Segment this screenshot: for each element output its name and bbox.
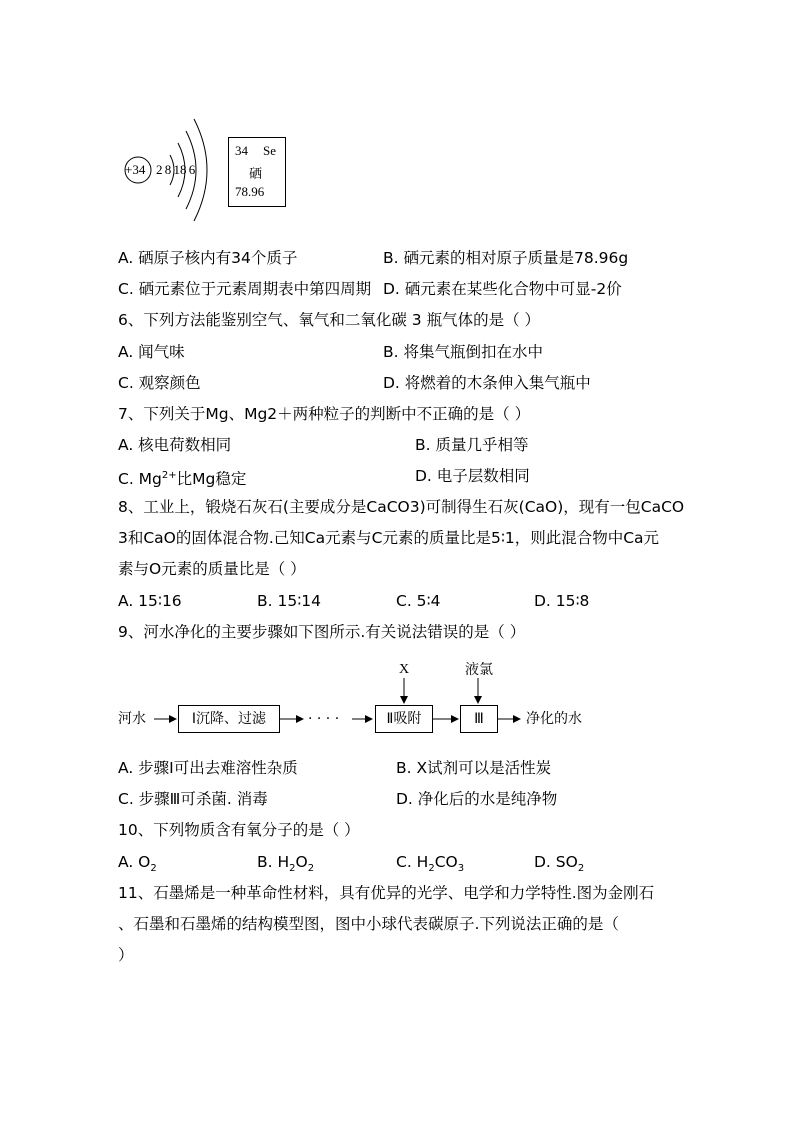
flow-output-label: 净化的水 bbox=[526, 711, 582, 727]
q7-option-c-suffix: 比Mg稳定 bbox=[176, 470, 247, 489]
flow-step1-box: Ⅰ沉降、过滤 bbox=[178, 705, 280, 733]
q6-option-c: C. 观察颜色 bbox=[118, 374, 201, 392]
q9-option-a: A. 步骤Ⅰ可出去难溶性杂质 bbox=[118, 759, 298, 777]
flow-x-label: X bbox=[399, 662, 410, 677]
flow-chlorine-label: 液氯 bbox=[465, 662, 493, 678]
flow-step2-box: Ⅱ吸附 bbox=[375, 705, 433, 733]
q7-option-c bbox=[118, 466, 246, 489]
q7-option-c-prefix: C. Mg bbox=[118, 470, 162, 489]
q10-stem: 10、下列物质含有氧分子的是（ ） bbox=[118, 821, 360, 839]
q6-stem: 6、下列方法能鉴别空气、氧气和二氧化碳 3 瓶气体的是（ ） bbox=[118, 311, 541, 329]
q11-stem-line3: ） bbox=[118, 946, 134, 964]
q8-stem-line3: 素与O元素的质量比是（ ） bbox=[118, 560, 306, 578]
electron-configuration: 2 8 18 6 bbox=[156, 162, 196, 177]
q10-option-d-text: D. SO bbox=[534, 853, 578, 871]
nucleus-charge: +34 bbox=[125, 162, 146, 177]
q10-option-c-mid: CO bbox=[434, 853, 458, 871]
q10-option-b-sub2: 2 bbox=[307, 863, 315, 875]
q9-option-b: B. X试剂可以是活性炭 bbox=[396, 759, 552, 777]
q10-option-c-text: C. H bbox=[396, 853, 429, 871]
q8-stem-line1: 8、工业上，锻烧石灰石(主要成分是CaCO3)可制得生石灰(CaO)，现有一包CaCO bbox=[118, 498, 685, 516]
q10-option-b-text: B. H bbox=[257, 853, 290, 871]
flow-input-label: 河水 bbox=[118, 711, 146, 727]
q5-option-c: C. 硒元素位于元素周期表中第四周期 bbox=[118, 280, 372, 298]
q10-option-d bbox=[534, 852, 584, 879]
q10-option-c-sub2: 3 bbox=[457, 863, 465, 875]
q10-option-a bbox=[118, 852, 157, 879]
q6-option-b: B. 将集气瓶倒扣在水中 bbox=[383, 343, 543, 361]
atomic-number: 34 bbox=[235, 143, 248, 158]
q8-option-d: D. 15∶8 bbox=[534, 592, 590, 610]
q8-option-a: A. 15∶16 bbox=[118, 592, 182, 610]
q10-option-d-sub: 2 bbox=[577, 863, 585, 875]
q5-option-a: A. 硒原子核内有34个质子 bbox=[118, 249, 298, 267]
q10-option-a-text: A. O bbox=[118, 853, 151, 871]
q7-option-c-charge: 2+ bbox=[161, 470, 177, 481]
q9-option-c: C. 步骤Ⅲ可杀菌. 消毒 bbox=[118, 790, 268, 808]
periodic-table-cell bbox=[228, 137, 286, 207]
q8-option-b: B. 15∶14 bbox=[257, 592, 321, 610]
q10-option-c-sub1: 2 bbox=[428, 863, 435, 875]
q11-stem-line2: 、石墨和石墨烯的结构模型图，图中小球代表碳原子.下列说法正确的是（ bbox=[118, 915, 619, 933]
q5-option-d: D. 硒元素在某些化合物中可显-2价 bbox=[383, 280, 622, 298]
q6-option-a: A. 闻气味 bbox=[118, 343, 185, 361]
q6-option-d: D. 将燃着的木条伸入集气瓶中 bbox=[383, 374, 591, 392]
q8-stem-line2: 3和CaO的固体混合物.己知Ca元素与C元素的质量比是5∶1，则此混合物中Ca元 bbox=[118, 529, 660, 547]
q5-option-b: B. 硒元素的相对原子质量是78.96g bbox=[383, 249, 629, 267]
q7-option-d: D. 电子层数相同 bbox=[415, 467, 530, 485]
q8-option-c: C. 5∶4 bbox=[396, 592, 441, 610]
q10-option-a-sub: 2 bbox=[150, 863, 157, 875]
flow-dots: · · · · bbox=[308, 711, 340, 727]
element-name: 硒 bbox=[249, 166, 263, 181]
q9-stem: 9、河水净化的主要步骤如下图所示.有关说法错误的是（ ） bbox=[118, 623, 526, 641]
q7-option-b: B. 质量几乎相等 bbox=[415, 436, 529, 454]
q7-option-a: A. 核电荷数相同 bbox=[118, 436, 232, 454]
q10-option-b-sub1: 2 bbox=[289, 863, 296, 875]
atomic-mass: 78.96 bbox=[235, 184, 265, 199]
q10-option-c bbox=[396, 852, 464, 879]
q7-stem: 7、下列关于Mg、Mg2＋两种粒子的判断中不正确的是（ ） bbox=[118, 405, 531, 423]
element-symbol: Se bbox=[263, 143, 276, 158]
q9-option-d: D. 净化后的水是纯净物 bbox=[396, 790, 558, 808]
q11-stem-line1: 11、石墨烯是一种革命性材料，具有优异的光学、电学和力学特性.图为金刚石 bbox=[118, 884, 655, 902]
q10-option-b bbox=[257, 852, 314, 879]
flow-step3-box: Ⅲ bbox=[460, 705, 498, 733]
q10-option-b-mid: O bbox=[295, 853, 308, 871]
